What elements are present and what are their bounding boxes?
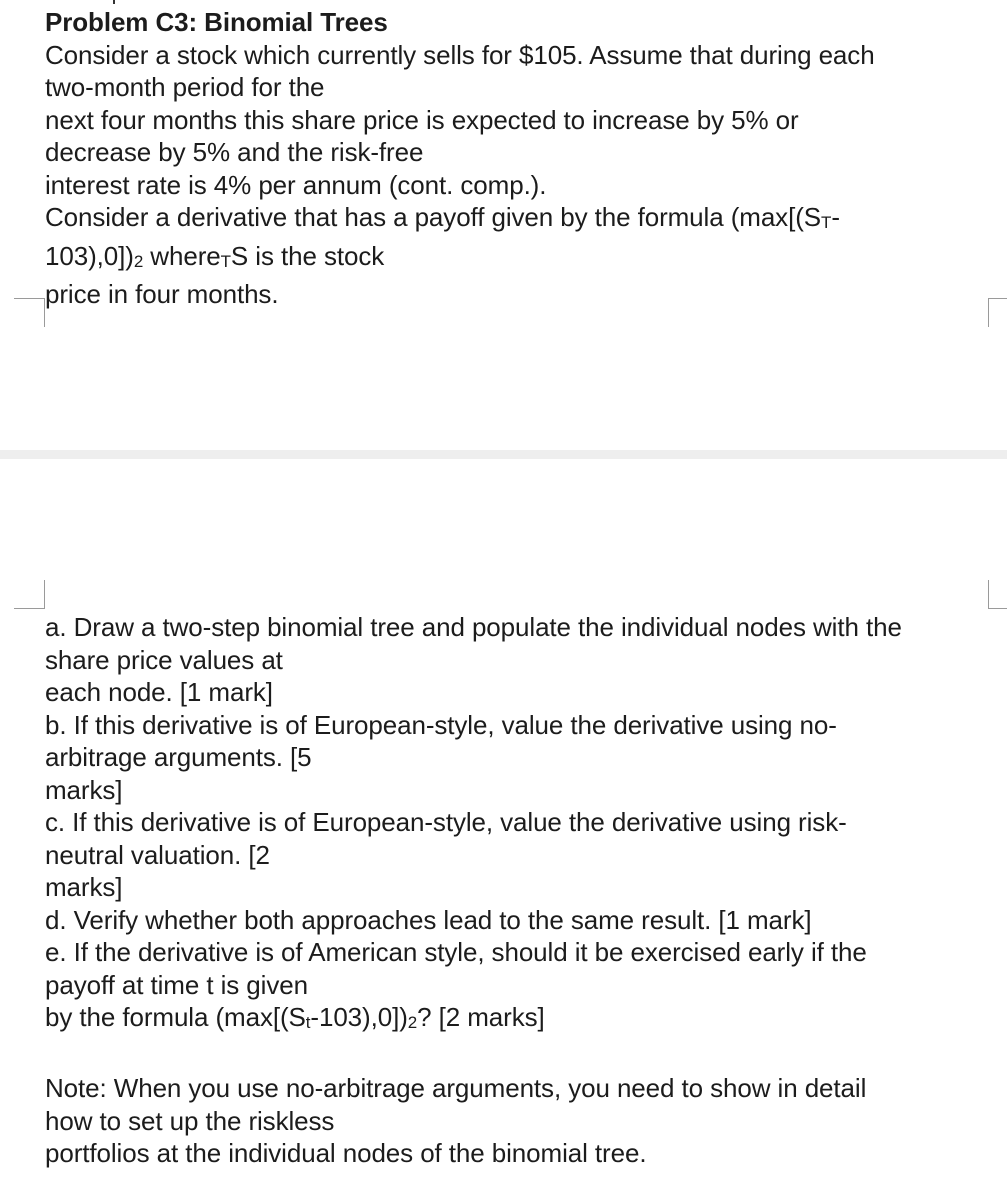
intro-line: Consider a stock which currently sells for $105. Assume that during each: [45, 39, 875, 70]
margin-corner-top-left: [14, 298, 45, 327]
intro-line: price in four months.: [45, 279, 279, 309]
e-formula-middle: -103),0]): [310, 1002, 408, 1032]
blank-line: [45, 1040, 995, 1073]
e-formula-prefix: by the formula (max[(S: [45, 1002, 306, 1032]
payoff-formula-line-1: [45, 201, 995, 240]
page-edge-mark: [113, 0, 115, 4]
question-line: marks]: [45, 774, 123, 805]
question-line: d. Verify whether both approaches lead to the same result. [1 mark]: [45, 904, 812, 935]
question-line: a. Draw a two-step binomial tree and populate the individual nodes with the: [45, 612, 902, 642]
margin-corner-bottom-right: [988, 580, 1007, 609]
problem-title: Problem C3: Binomial Trees: [45, 7, 388, 37]
page-break-gap: [0, 450, 1007, 459]
question-line: c. If this derivative is of European-style, value the derivative using risk-: [45, 807, 847, 837]
note-line: Note: When you use no-arbitrage arguments, you need to show in detail: [45, 1073, 867, 1103]
note-line: portfolios at the individual nodes of the binomial tree.: [45, 1138, 647, 1168]
formula-dash: -: [831, 202, 840, 232]
questions-list: [45, 611, 995, 1170]
payoff-formula-line-2: [45, 240, 995, 279]
e-formula-suffix: ? [2 marks]: [417, 1002, 545, 1032]
intro-line: two-month period for the: [45, 72, 325, 102]
question-line: neutral valuation. [2: [45, 839, 270, 870]
stock-text: S is the stock: [230, 240, 385, 271]
question-line: b. If this derivative is of European-style, value the derivative using no-: [45, 709, 837, 740]
payoff-formula-continued: 103),0]): [45, 240, 134, 271]
question-e-formula-line: [45, 1001, 995, 1040]
where-text: where: [143, 240, 221, 271]
question-line: share price values at: [45, 644, 283, 675]
subscript-t: t: [305, 1013, 311, 1032]
intro-line: interest rate is 4% per annum (cont. comp.).: [45, 169, 547, 200]
question-line: marks]: [45, 872, 123, 902]
question-line: arbitrage arguments. [5: [45, 742, 312, 772]
payoff-formula-text: Consider a derivative that has a payoff given by the formula (max[(S: [45, 202, 822, 232]
intro-line: next four months this share price is expected to increase by 5% or: [45, 104, 799, 135]
question-line: payoff at time t is given: [45, 969, 308, 1000]
subscript-T: T: [821, 213, 832, 232]
intro-line: decrease by 5% and the risk-free: [45, 137, 424, 167]
problem-statement: [45, 6, 995, 311]
note-line: how to set up the riskless: [45, 1105, 335, 1136]
margin-corner-bottom-left: [14, 580, 45, 609]
exponent-2: 2: [133, 251, 144, 271]
question-line: e. If the derivative is of American style, should it be exercised early if the: [45, 937, 867, 967]
subscript-T: T: [220, 251, 231, 271]
exponent-2: 2: [407, 1013, 418, 1032]
question-line: each node. [1 mark]: [45, 677, 273, 707]
